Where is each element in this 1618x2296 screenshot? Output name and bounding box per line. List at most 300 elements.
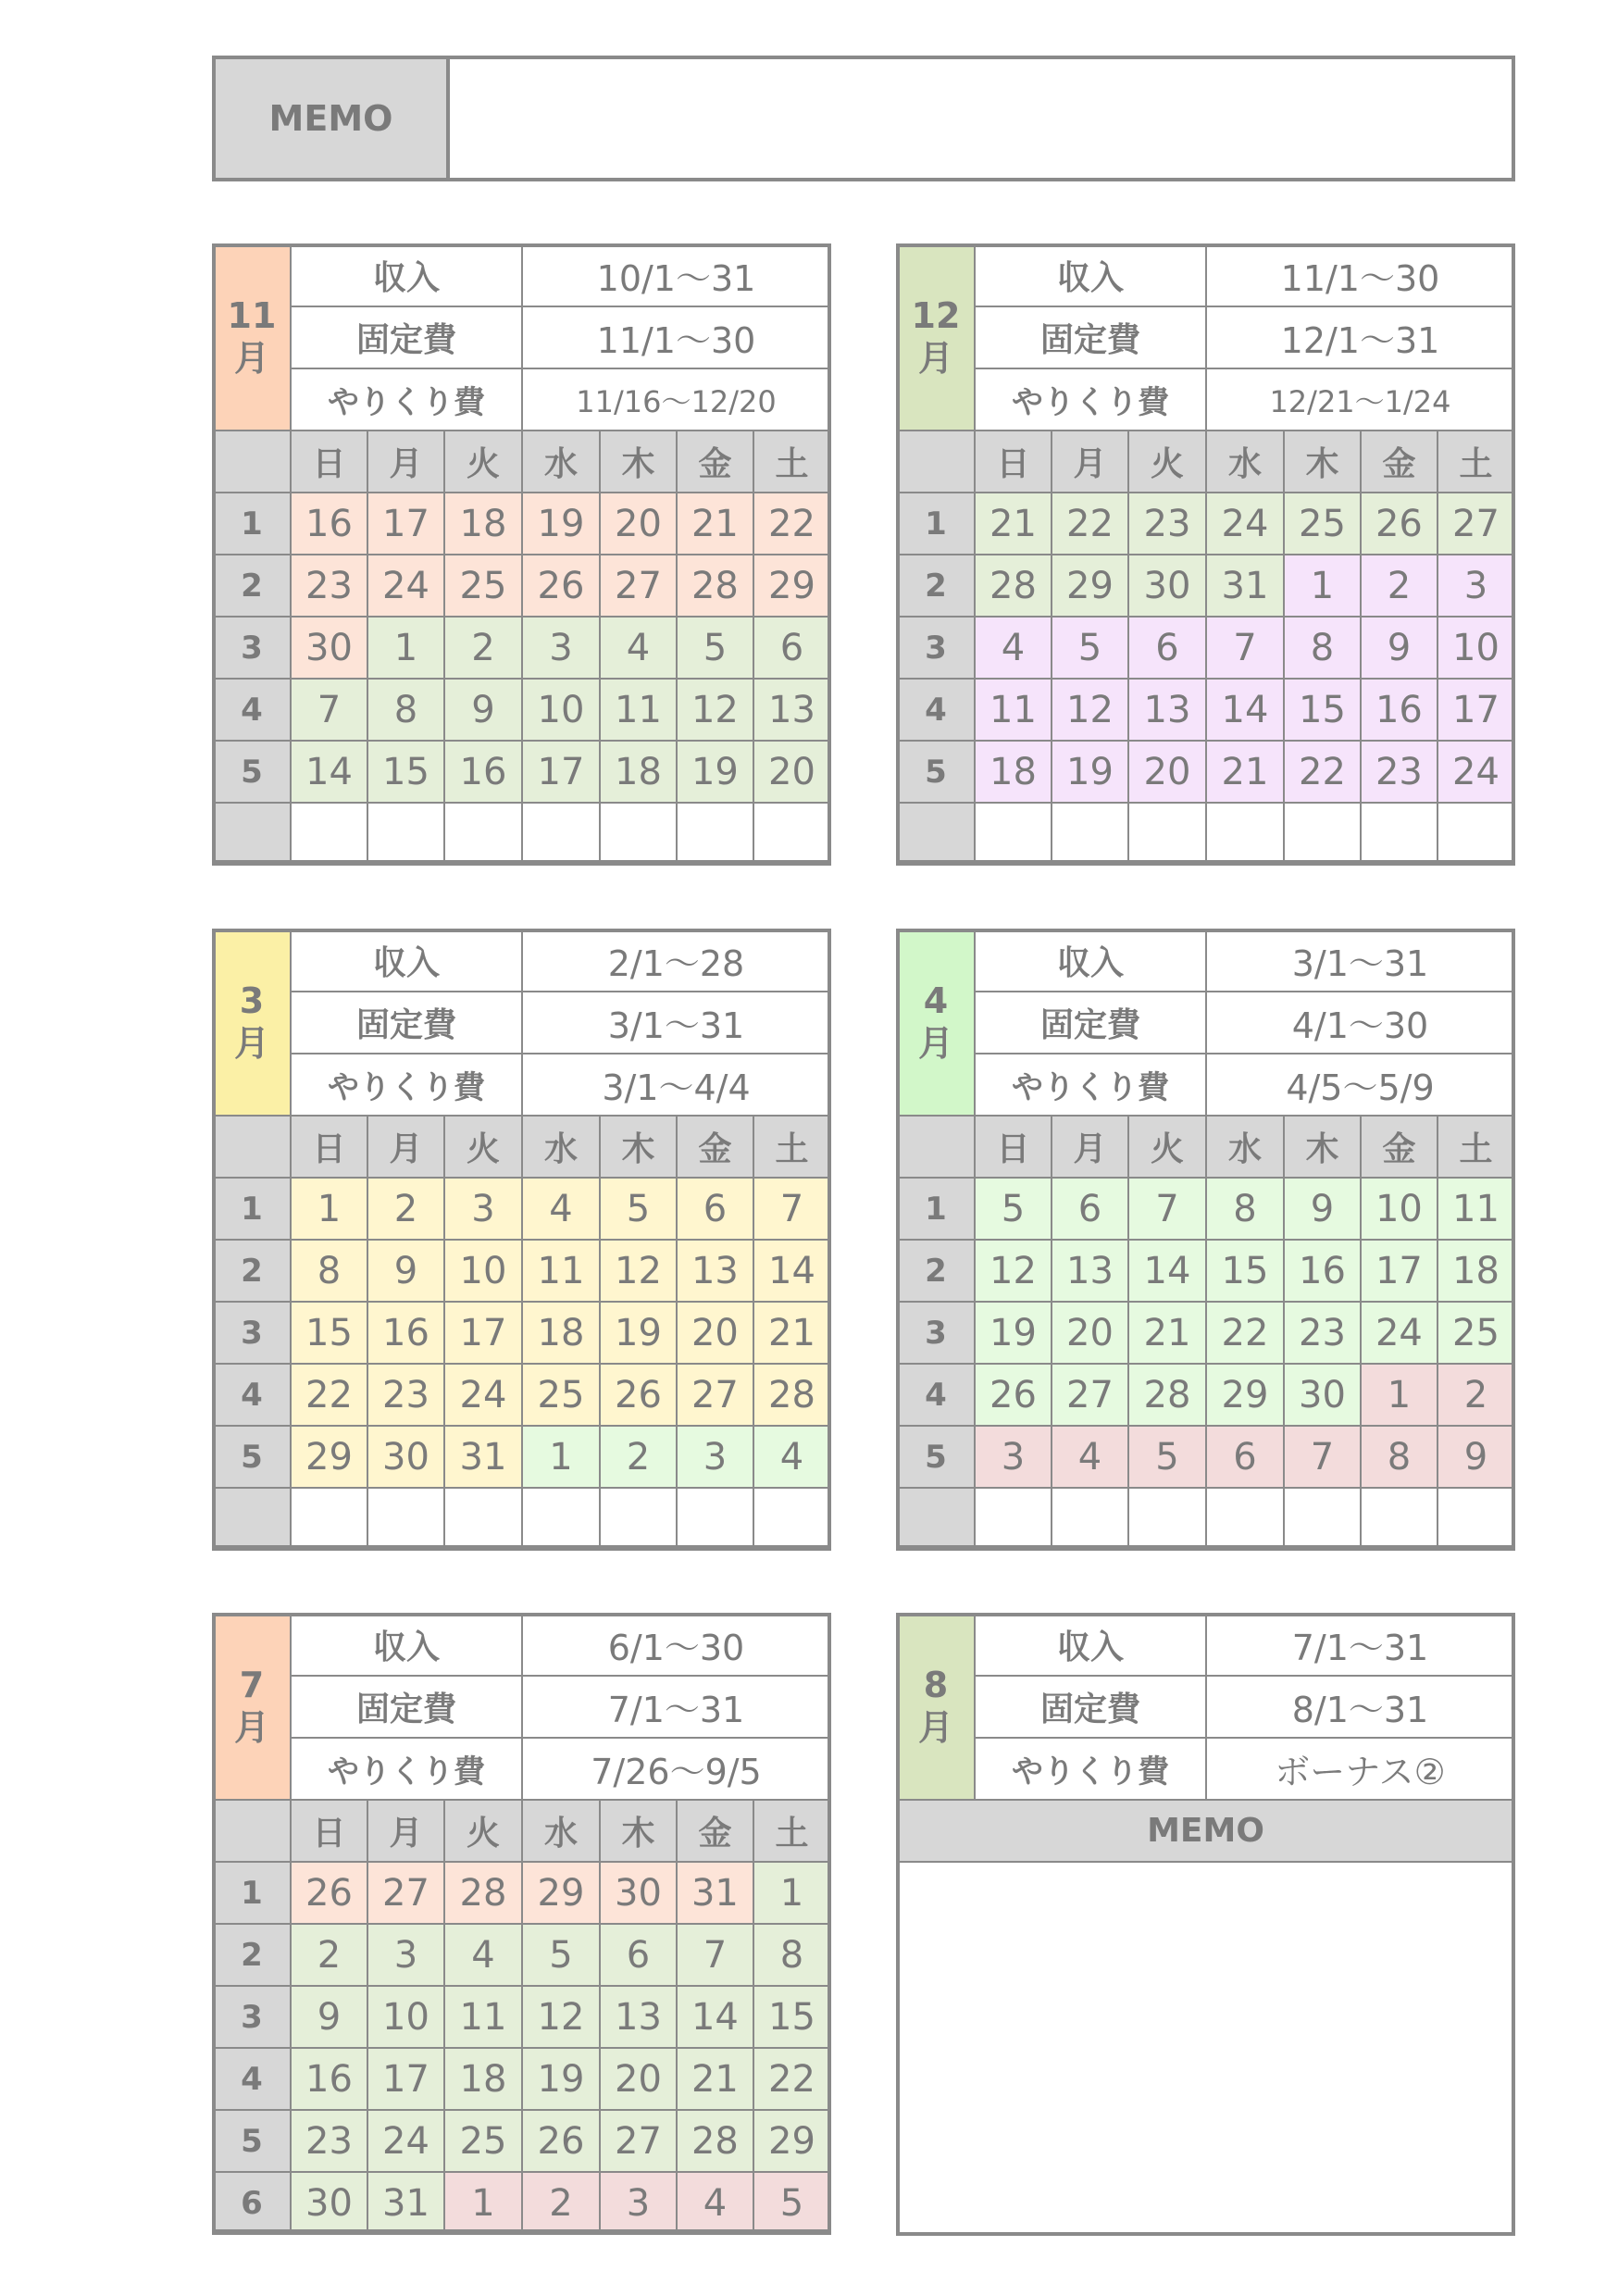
day-cell[interactable]: 20 [753, 741, 830, 803]
empty-cell[interactable] [1206, 1488, 1284, 1550]
top-memo-field[interactable] [450, 59, 1512, 178]
day-cell[interactable]: 7 [1284, 1426, 1361, 1488]
month-number: 12 [911, 294, 961, 336]
day-cell[interactable]: 16 [291, 493, 367, 555]
weekday-header: 火 [444, 1800, 522, 1862]
day-cell[interactable]: 12 [975, 1240, 1052, 1302]
day-cell[interactable]: 2 [367, 1178, 444, 1240]
day-cell[interactable]: 6 [600, 1924, 677, 1986]
day-cell[interactable]: 16 [367, 1302, 444, 1364]
day-cell[interactable]: 14 [677, 1986, 753, 2048]
day-cell[interactable]: 1 [444, 2172, 522, 2234]
month-unit: 月 [917, 1706, 953, 1748]
month-unit: 月 [233, 1022, 269, 1064]
weekday-header: 月 [367, 1800, 444, 1862]
day-cell[interactable]: 26 [1361, 493, 1438, 555]
day-cell[interactable]: 31 [444, 1426, 522, 1488]
day-cell[interactable]: 11 [975, 679, 1052, 741]
day-cell[interactable]: 3 [522, 617, 600, 679]
day-cell[interactable]: 18 [444, 493, 522, 555]
summary-row-fixed-cost [897, 1676, 1514, 1738]
day-cell[interactable]: 14 [1206, 679, 1284, 741]
day-cell[interactable]: 13 [600, 1986, 677, 2048]
day-cell[interactable]: 15 [1206, 1240, 1284, 1302]
week-number [213, 1488, 291, 1550]
day-cell[interactable]: 22 [753, 493, 830, 555]
day-cell[interactable]: 27 [677, 1364, 753, 1426]
week-number: 1 [213, 1862, 291, 1924]
month-table [212, 1613, 831, 2235]
day-cell[interactable]: 25 [522, 1364, 600, 1426]
day-cell[interactable]: 2 [522, 2172, 600, 2234]
day-cell[interactable]: 21 [1128, 1302, 1206, 1364]
day-cell[interactable]: 19 [522, 493, 600, 555]
day-cell[interactable]: 25 [1438, 1302, 1514, 1364]
month-number: 11 [227, 294, 277, 336]
day-cell[interactable]: 24 [367, 2110, 444, 2172]
day-cell[interactable]: 18 [1438, 1240, 1514, 1302]
day-cell[interactable]: 24 [1361, 1302, 1438, 1364]
day-cell[interactable]: 20 [600, 2048, 677, 2110]
day-cell[interactable]: 2 [1361, 555, 1438, 617]
weekday-header: 木 [600, 430, 677, 493]
day-cell[interactable]: 20 [1052, 1302, 1128, 1364]
week-number: 1 [213, 493, 291, 555]
day-cell[interactable]: 20 [677, 1302, 753, 1364]
day-cell[interactable]: 16 [1361, 679, 1438, 741]
day-cell[interactable]: 22 [291, 1364, 367, 1426]
budget-label: やりくり費 [291, 1054, 522, 1116]
day-cell[interactable]: 16 [444, 741, 522, 803]
empty-cell[interactable] [1361, 1488, 1438, 1550]
empty-cell[interactable] [367, 803, 444, 865]
day-cell[interactable]: 4 [522, 1178, 600, 1240]
week-number: 5 [213, 2110, 291, 2172]
day-cell[interactable]: 8 [1284, 617, 1361, 679]
day-cell[interactable]: 8 [367, 679, 444, 741]
summary-row-income [897, 1614, 1514, 1676]
day-cell[interactable]: 23 [1284, 1302, 1361, 1364]
weekday-header-row [213, 430, 830, 493]
budget-label: やりくり費 [291, 368, 522, 430]
day-cell[interactable]: 29 [1206, 1364, 1284, 1426]
day-cell[interactable]: 19 [975, 1302, 1052, 1364]
empty-cell[interactable] [753, 1488, 830, 1550]
day-cell[interactable]: 6 [677, 1178, 753, 1240]
day-cell[interactable]: 3 [444, 1178, 522, 1240]
day-cell[interactable]: 1 [291, 1178, 367, 1240]
day-cell[interactable]: 26 [522, 2110, 600, 2172]
day-cell[interactable]: 19 [1052, 741, 1128, 803]
day-cell[interactable]: 17 [522, 741, 600, 803]
empty-cell[interactable] [1206, 803, 1284, 865]
day-cell[interactable]: 13 [753, 679, 830, 741]
summary-row-income [213, 1614, 830, 1676]
day-cell[interactable]: 17 [367, 493, 444, 555]
day-cell[interactable]: 23 [291, 555, 367, 617]
day-cell[interactable]: 7 [1206, 617, 1284, 679]
week-number: 3 [897, 617, 975, 679]
day-cell[interactable]: 25 [1284, 493, 1361, 555]
week-number: 2 [897, 555, 975, 617]
day-cell[interactable]: 13 [1128, 679, 1206, 741]
income-label: 収入 [291, 1614, 522, 1676]
day-cell[interactable]: 30 [1128, 555, 1206, 617]
weekday-header: 日 [975, 430, 1052, 493]
day-cell[interactable]: 25 [444, 2110, 522, 2172]
top-memo-box[interactable] [212, 56, 1515, 181]
week-number: 1 [897, 493, 975, 555]
day-cell[interactable]: 27 [1052, 1364, 1128, 1426]
day-cell[interactable]: 24 [1206, 493, 1284, 555]
empty-cell[interactable] [1438, 1488, 1514, 1550]
empty-cell[interactable] [367, 1488, 444, 1550]
day-cell[interactable]: 19 [677, 741, 753, 803]
day-cell[interactable]: 15 [291, 1302, 367, 1364]
day-cell[interactable]: 4 [1052, 1426, 1128, 1488]
day-cell[interactable]: 21 [975, 493, 1052, 555]
day-cell[interactable]: 10 [367, 1986, 444, 2048]
fixed-cost-label: 固定費 [975, 1676, 1206, 1738]
month-number: 4 [923, 980, 949, 1021]
day-cell[interactable]: 3 [975, 1426, 1052, 1488]
day-cell[interactable]: 11 [600, 679, 677, 741]
week-number: 3 [897, 1302, 975, 1364]
day-cell[interactable]: 14 [1128, 1240, 1206, 1302]
weekday-header: 水 [1206, 1116, 1284, 1178]
day-cell[interactable]: 10 [522, 679, 600, 741]
day-cell[interactable]: 15 [753, 1986, 830, 2048]
weekday-header: 日 [291, 1116, 367, 1178]
empty-cell[interactable] [444, 803, 522, 865]
month-table [896, 1613, 1515, 2236]
day-cell[interactable]: 3 [677, 1426, 753, 1488]
day-cell[interactable]: 23 [1361, 741, 1438, 803]
day-cell[interactable]: 29 [753, 555, 830, 617]
day-cell[interactable]: 22 [753, 2048, 830, 2110]
day-cell[interactable]: 15 [1284, 679, 1361, 741]
budget-value: 7/26〜9/5 [522, 1738, 830, 1800]
day-cell[interactable]: 2 [600, 1426, 677, 1488]
empty-cell[interactable] [1052, 1488, 1128, 1550]
day-cell[interactable]: 12 [1052, 679, 1128, 741]
day-cell[interactable]: 25 [444, 555, 522, 617]
day-cell[interactable]: 12 [522, 1986, 600, 2048]
empty-cell[interactable] [600, 803, 677, 865]
empty-cell[interactable] [1284, 803, 1361, 865]
day-cell[interactable]: 31 [1206, 555, 1284, 617]
day-cell[interactable]: 20 [600, 493, 677, 555]
day-cell[interactable]: 17 [444, 1302, 522, 1364]
day-cell[interactable]: 23 [367, 1364, 444, 1426]
empty-cell[interactable] [291, 803, 367, 865]
week-row [213, 1986, 830, 2048]
empty-cell[interactable] [522, 1488, 600, 1550]
day-cell[interactable]: 7 [1128, 1178, 1206, 1240]
day-cell[interactable]: 24 [367, 555, 444, 617]
fixed-cost-label: 固定費 [291, 1676, 522, 1738]
day-cell[interactable]: 13 [677, 1240, 753, 1302]
day-cell[interactable]: 29 [753, 2110, 830, 2172]
month-block-nov [212, 243, 831, 864]
budget-value: ボーナス② [1206, 1738, 1514, 1800]
day-cell[interactable]: 28 [677, 555, 753, 617]
day-cell[interactable]: 27 [367, 1862, 444, 1924]
day-cell[interactable]: 5 [677, 617, 753, 679]
weekday-header: 木 [600, 1800, 677, 1862]
day-cell[interactable]: 8 [1206, 1178, 1284, 1240]
day-cell[interactable]: 4 [600, 617, 677, 679]
day-cell[interactable]: 23 [1128, 493, 1206, 555]
day-cell[interactable]: 21 [1206, 741, 1284, 803]
day-cell[interactable]: 1 [522, 1426, 600, 1488]
summary-row-income [897, 930, 1514, 992]
day-cell[interactable]: 5 [1052, 617, 1128, 679]
day-cell[interactable]: 18 [522, 1302, 600, 1364]
week-row [213, 2048, 830, 2110]
day-cell[interactable]: 16 [291, 2048, 367, 2110]
weekday-header: 水 [1206, 430, 1284, 493]
day-cell[interactable]: 1 [1284, 555, 1361, 617]
empty-cell[interactable] [600, 1488, 677, 1550]
day-cell[interactable]: 14 [291, 741, 367, 803]
weekday-header: 月 [367, 430, 444, 493]
day-cell[interactable]: 9 [1284, 1178, 1361, 1240]
day-cell[interactable]: 17 [1361, 1240, 1438, 1302]
day-cell[interactable]: 18 [975, 741, 1052, 803]
day-cell[interactable]: 26 [975, 1364, 1052, 1426]
weekday-header: 金 [677, 1116, 753, 1178]
summary-row-fixed-cost [213, 1676, 830, 1738]
day-cell[interactable]: 3 [600, 2172, 677, 2234]
day-cell[interactable]: 7 [753, 1178, 830, 1240]
day-cell[interactable]: 28 [975, 555, 1052, 617]
month-table [212, 929, 831, 1551]
day-cell[interactable]: 14 [753, 1240, 830, 1302]
day-cell[interactable]: 6 [1128, 617, 1206, 679]
day-cell[interactable]: 22 [1206, 1302, 1284, 1364]
day-cell[interactable]: 5 [1128, 1426, 1206, 1488]
empty-cell[interactable] [1361, 803, 1438, 865]
week-number: 3 [213, 1302, 291, 1364]
day-cell[interactable]: 30 [600, 1862, 677, 1924]
day-cell[interactable]: 7 [291, 679, 367, 741]
empty-cell[interactable] [1438, 803, 1514, 865]
day-cell[interactable]: 27 [600, 555, 677, 617]
day-cell[interactable]: 19 [600, 1302, 677, 1364]
day-cell[interactable]: 28 [753, 1364, 830, 1426]
day-cell[interactable]: 24 [1438, 741, 1514, 803]
day-cell[interactable]: 5 [975, 1178, 1052, 1240]
day-cell[interactable]: 26 [522, 555, 600, 617]
day-cell[interactable]: 9 [291, 1986, 367, 2048]
day-cell[interactable]: 2 [1438, 1364, 1514, 1426]
day-cell[interactable]: 22 [1284, 741, 1361, 803]
day-cell[interactable]: 18 [600, 741, 677, 803]
day-cell[interactable]: 27 [1438, 493, 1514, 555]
day-cell[interactable]: 4 [975, 617, 1052, 679]
day-cell[interactable]: 8 [753, 1924, 830, 1986]
day-cell[interactable]: 5 [522, 1924, 600, 1986]
income-value: 11/1〜30 [1206, 244, 1514, 306]
day-cell[interactable]: 2 [444, 617, 522, 679]
budget-value: 3/1〜4/4 [522, 1054, 830, 1116]
week-number: 1 [213, 1178, 291, 1240]
week-number: 5 [897, 1426, 975, 1488]
day-cell[interactable]: 21 [677, 2048, 753, 2110]
empty-cell[interactable] [753, 803, 830, 865]
empty-cell[interactable] [444, 1488, 522, 1550]
budget-label: やりくり費 [975, 1738, 1206, 1800]
empty-cell[interactable] [522, 803, 600, 865]
week-number: 4 [897, 1364, 975, 1426]
day-cell[interactable]: 31 [367, 2172, 444, 2234]
day-cell[interactable]: 10 [444, 1240, 522, 1302]
day-cell[interactable]: 28 [677, 2110, 753, 2172]
day-cell[interactable]: 26 [600, 1364, 677, 1426]
day-cell[interactable]: 17 [1438, 679, 1514, 741]
fixed-cost-value: 8/1〜31 [1206, 1676, 1514, 1738]
fixed-cost-value: 3/1〜31 [522, 992, 830, 1054]
fixed-cost-label: 固定費 [975, 992, 1206, 1054]
week-number: 3 [213, 1986, 291, 2048]
day-cell[interactable]: 21 [753, 1302, 830, 1364]
day-cell[interactable]: 3 [1438, 555, 1514, 617]
day-cell[interactable]: 5 [600, 1178, 677, 1240]
day-cell[interactable]: 13 [1052, 1240, 1128, 1302]
day-cell[interactable]: 9 [1438, 1426, 1514, 1488]
day-cell[interactable]: 6 [753, 617, 830, 679]
day-cell[interactable]: 28 [444, 1862, 522, 1924]
day-cell[interactable]: 28 [1128, 1364, 1206, 1426]
empty-cell[interactable] [975, 803, 1052, 865]
weekday-header: 金 [1361, 1116, 1438, 1178]
week-number [897, 1488, 975, 1550]
empty-cell[interactable] [1128, 803, 1206, 865]
week-row [213, 555, 830, 617]
day-cell[interactable]: 18 [444, 2048, 522, 2110]
day-cell[interactable]: 20 [1128, 741, 1206, 803]
day-cell[interactable]: 30 [367, 1426, 444, 1488]
empty-cell[interactable] [291, 1488, 367, 1550]
weekday-header: 土 [753, 430, 830, 493]
day-cell[interactable]: 4 [753, 1426, 830, 1488]
week-row [213, 803, 830, 865]
day-cell[interactable]: 23 [291, 2110, 367, 2172]
day-cell[interactable]: 4 [677, 2172, 753, 2234]
day-cell[interactable]: 11 [444, 1986, 522, 2048]
month-label [213, 930, 291, 1116]
day-cell[interactable]: 31 [677, 1862, 753, 1924]
week-number-header [897, 430, 975, 493]
income-label: 収入 [975, 930, 1206, 992]
week-number: 6 [213, 2172, 291, 2234]
week-number: 4 [213, 1364, 291, 1426]
empty-cell[interactable] [677, 803, 753, 865]
day-cell[interactable]: 29 [1052, 555, 1128, 617]
day-cell[interactable]: 1 [753, 1862, 830, 1924]
week-row [213, 493, 830, 555]
day-cell[interactable]: 7 [677, 1924, 753, 1986]
day-cell[interactable]: 30 [291, 2172, 367, 2234]
weekday-header: 土 [753, 1800, 830, 1862]
income-label: 収入 [291, 930, 522, 992]
week-row [897, 493, 1514, 555]
day-cell[interactable]: 21 [677, 493, 753, 555]
day-cell[interactable]: 6 [1052, 1178, 1128, 1240]
day-cell[interactable]: 27 [600, 2110, 677, 2172]
summary-row-income [213, 244, 830, 306]
day-cell[interactable]: 10 [1438, 617, 1514, 679]
summary-row-budget [897, 1054, 1514, 1116]
day-cell[interactable]: 11 [1438, 1178, 1514, 1240]
day-cell[interactable]: 24 [444, 1364, 522, 1426]
empty-cell[interactable] [677, 1488, 753, 1550]
day-cell[interactable]: 8 [1361, 1426, 1438, 1488]
day-cell[interactable]: 16 [1284, 1240, 1361, 1302]
day-cell[interactable]: 30 [1284, 1364, 1361, 1426]
day-cell[interactable]: 12 [677, 679, 753, 741]
day-cell[interactable]: 26 [291, 1862, 367, 1924]
day-cell[interactable]: 2 [291, 1924, 367, 1986]
memo-field[interactable] [897, 1862, 1514, 2235]
weekday-header-row [213, 1116, 830, 1178]
day-cell[interactable]: 11 [522, 1240, 600, 1302]
day-cell[interactable]: 8 [291, 1240, 367, 1302]
day-cell[interactable]: 10 [1361, 1178, 1438, 1240]
weekday-header: 水 [522, 1116, 600, 1178]
day-cell[interactable]: 15 [367, 741, 444, 803]
day-cell[interactable]: 19 [522, 2048, 600, 2110]
day-cell[interactable]: 5 [753, 2172, 830, 2234]
week-row [213, 1178, 830, 1240]
weekday-header: 土 [753, 1116, 830, 1178]
day-cell[interactable]: 6 [1206, 1426, 1284, 1488]
summary-row-fixed-cost [897, 306, 1514, 368]
day-cell[interactable]: 3 [367, 1924, 444, 1986]
month-table [896, 243, 1515, 866]
day-cell[interactable]: 1 [367, 617, 444, 679]
weekday-header-row [897, 430, 1514, 493]
week-row [897, 1488, 1514, 1550]
day-cell[interactable]: 22 [1052, 493, 1128, 555]
fixed-cost-label: 固定費 [291, 306, 522, 368]
empty-cell[interactable] [1128, 1488, 1206, 1550]
weekday-header: 月 [367, 1116, 444, 1178]
weekday-header-row [897, 1116, 1514, 1178]
day-cell[interactable]: 29 [291, 1426, 367, 1488]
day-cell[interactable]: 9 [1361, 617, 1438, 679]
day-cell[interactable]: 17 [367, 2048, 444, 2110]
day-cell[interactable]: 12 [600, 1240, 677, 1302]
day-cell[interactable]: 30 [291, 617, 367, 679]
empty-cell[interactable] [1284, 1488, 1361, 1550]
income-label: 収入 [291, 244, 522, 306]
day-cell[interactable]: 1 [1361, 1364, 1438, 1426]
empty-cell[interactable] [975, 1488, 1052, 1550]
month-block-apr [896, 929, 1515, 1549]
empty-cell[interactable] [1052, 803, 1128, 865]
day-cell[interactable]: 29 [522, 1862, 600, 1924]
weekday-header: 水 [522, 430, 600, 493]
income-value: 7/1〜31 [1206, 1614, 1514, 1676]
weekday-header: 火 [444, 1116, 522, 1178]
day-cell[interactable]: 9 [367, 1240, 444, 1302]
day-cell[interactable]: 4 [444, 1924, 522, 1986]
day-cell[interactable]: 9 [444, 679, 522, 741]
week-number: 2 [213, 555, 291, 617]
week-row [213, 1924, 830, 1986]
